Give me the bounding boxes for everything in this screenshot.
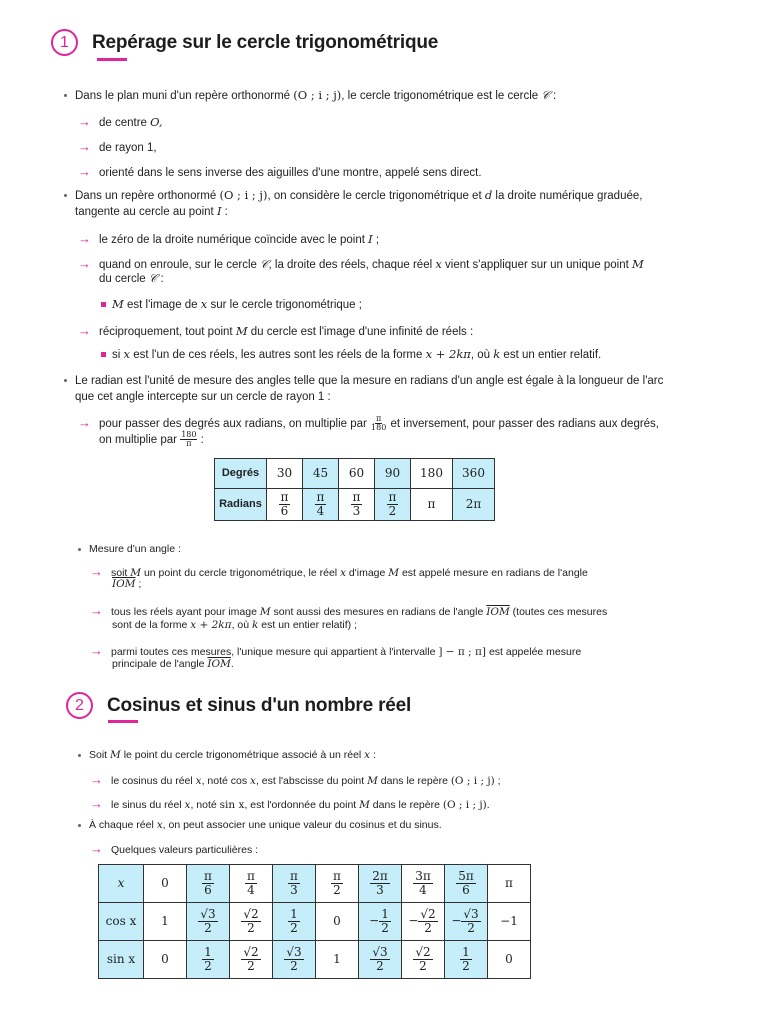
bullet-dot <box>78 824 81 827</box>
section-2-underline <box>108 720 138 723</box>
numerator: √3 <box>372 945 388 960</box>
cos-value-cell <box>488 903 531 941</box>
table-header-x: x <box>99 865 144 903</box>
cell-value: π <box>505 876 513 891</box>
cos-value-cell <box>273 903 316 941</box>
degree-cell: 360 <box>453 459 495 489</box>
radian-cell <box>267 489 303 521</box>
cell-value: 0 <box>505 952 513 967</box>
section-1-number: 1 <box>51 29 78 56</box>
conversion-table <box>214 458 495 521</box>
numerator: √2 <box>420 907 436 922</box>
paragraph-soit-m: Soit M le point du cercle trigonométrique associé à un réel x : <box>78 748 376 762</box>
cell-value: 1 <box>333 952 341 967</box>
arrow-icon: → <box>90 643 103 658</box>
x-value-cell <box>316 865 359 903</box>
sin-value-cell <box>488 941 531 979</box>
fraction <box>279 491 291 517</box>
table-header-degres: Degrés <box>215 459 267 489</box>
sin-value-cell <box>402 941 445 979</box>
radian-cell <box>339 489 375 521</box>
x-value-cell <box>488 865 531 903</box>
x-value-cell <box>187 865 230 903</box>
numerator: √2 <box>243 945 259 960</box>
cos-value-cell <box>230 903 273 941</box>
paragraph-mesure-angle: Mesure d'un angle : <box>78 542 181 556</box>
fraction <box>461 908 480 934</box>
sub-item-forme: si x est l'un de ces réels, les autres sont les réels de la forme x + 2kπ, où k est un entier relatif. <box>101 347 601 364</box>
denominator: 2 <box>333 883 341 897</box>
sin-value-cell <box>316 941 359 979</box>
minus-sign: − <box>451 914 462 928</box>
arrow-icon: → <box>90 796 103 811</box>
denominator: 2 <box>204 921 212 935</box>
paragraph-definition: Dans le plan muni d'un repère orthonormé (O ; i ; j), le cercle trigonométrique est le cercle 𝒞 : <box>64 88 556 105</box>
arrow-icon: → <box>90 841 103 856</box>
arrow-icon: → <box>78 256 91 271</box>
numerator: π <box>247 869 255 884</box>
arrow-icon: → <box>90 564 103 579</box>
list-item-centre: → de centre O, <box>78 114 163 129</box>
minus-sign: − <box>408 914 419 928</box>
table-header-radians: Radians <box>215 489 267 521</box>
denominator: 2 <box>204 959 212 973</box>
sin-value-cell <box>187 941 230 979</box>
radian-cell <box>303 489 339 521</box>
list-item-conversion: → pour passer des degrés aux radians, on multiplie par $\frac{\pi}{180}$ et inversement, pour passer des radians aux degrés, <box>78 414 660 433</box>
sin-value-cell <box>273 941 316 979</box>
x-value-cell <box>230 865 273 903</box>
cell-value: 0 <box>333 914 341 929</box>
fraction <box>379 908 391 934</box>
list-item-tous-reels-line2: sont de la forme x + 2kπ, où k est un entier relatif) ; <box>112 619 358 631</box>
numerator: 1 <box>290 907 298 922</box>
denominator: 6 <box>280 504 289 518</box>
numerator: π <box>316 490 325 505</box>
x-value-cell <box>359 865 402 903</box>
list-item-soit-m-line2: $\overline{IOM}$ ; <box>112 578 142 590</box>
fraction <box>241 946 260 972</box>
denominator: 3 <box>290 883 298 897</box>
fraction <box>202 870 214 896</box>
list-item-mesure-principale: → parmi toutes ces mesures, l'unique mesure qui appartient à l'intervalle ] − π ; π] est appelée mesure <box>90 643 582 658</box>
denominator: 3 <box>376 883 384 897</box>
denominator: 4 <box>419 883 427 897</box>
paragraph-radian: Le radian est l'unité de mesure des angles telle que la mesure en radians d'un angle est égale à la longueur de l'arc <box>64 374 663 390</box>
numerator: 1 <box>462 945 470 960</box>
list-item-rayon: → de rayon 1, <box>78 139 157 154</box>
arrow-icon: → <box>78 231 91 246</box>
cos-value-cell <box>402 903 445 941</box>
cell-value: 2π <box>465 497 482 512</box>
list-item-soit-m: → soit M un point du cercle trigonométrique, le réel x d'image M est appelé mesure en radians de l'angle <box>90 564 588 579</box>
fraction <box>288 908 300 934</box>
numerator: √3 <box>463 907 479 922</box>
denominator: 2 <box>388 504 397 518</box>
x-value-cell <box>445 865 488 903</box>
denominator: 3 <box>352 504 361 518</box>
radian-cell <box>453 489 495 521</box>
angle-iom: $\overline{IOM}$ <box>112 578 136 590</box>
section-1-title: Repérage sur le cercle trigonométrique <box>92 31 439 53</box>
bullet-dot <box>64 94 67 97</box>
denominator: 2 <box>419 959 427 973</box>
section-2-header <box>66 692 411 719</box>
numerator: 2π <box>372 869 388 884</box>
sin-value-cell <box>359 941 402 979</box>
interval: ] − π ; π] <box>438 646 487 658</box>
denominator: 4 <box>316 504 325 518</box>
section-1-underline <box>97 58 127 61</box>
sin-value-cell <box>445 941 488 979</box>
denominator: 6 <box>462 883 470 897</box>
cos-value-cell <box>144 903 187 941</box>
list-item-oriente: → orienté dans le sens inverse des aiguilles d'une montre, appelé sens direct. <box>78 164 482 179</box>
square-bullet-icon <box>101 352 106 357</box>
cos-value-cell <box>445 903 488 941</box>
fraction-180-pi: $\frac{180}{\pi}$ <box>181 430 197 449</box>
x-value-cell <box>144 865 187 903</box>
numerator: 3π <box>415 869 431 884</box>
section-2-number: 2 <box>66 692 93 719</box>
numerator: π <box>333 869 341 884</box>
section-2-title: Cosinus et sinus d'un nombre réel <box>107 694 412 716</box>
degree-cell: 180 <box>411 459 453 489</box>
bullet-dot <box>64 194 67 197</box>
cell-value: 0 <box>161 876 169 891</box>
numerator: √2 <box>415 945 431 960</box>
denominator: 2 <box>290 959 298 973</box>
list-item-cosinus: → le cosinus du réel x, noté cos x, est l'abscisse du point M dans le repère (O ; i ; j) ; <box>90 772 501 787</box>
bullet-dot <box>64 379 67 382</box>
repere-notation: (O ; i ; j) <box>293 88 342 102</box>
fraction <box>284 946 303 972</box>
numerator: π <box>280 490 289 505</box>
square-bullet-icon <box>101 302 106 307</box>
degree-cell: 60 <box>339 459 375 489</box>
fraction <box>241 908 260 934</box>
arrow-icon: → <box>90 772 103 787</box>
arrow-icon: → <box>78 139 91 154</box>
numerator: √3 <box>200 907 216 922</box>
cell-value: 0 <box>161 952 169 967</box>
cell-value: −1 <box>500 914 518 929</box>
fraction <box>413 870 433 896</box>
degree-cell: 45 <box>303 459 339 489</box>
arrow-icon: → <box>78 415 91 430</box>
paragraph-chaque-reel: À chaque réel x, on peut associer une unique valeur du cosinus et du sinus. <box>78 818 442 832</box>
fraction-pi-180: $\frac{\pi}{180}$ <box>371 414 387 433</box>
radian-cell <box>411 489 453 521</box>
cell-value: 1 <box>161 914 169 929</box>
cos-value-cell <box>316 903 359 941</box>
numerator: √3 <box>286 945 302 960</box>
fraction <box>198 908 217 934</box>
fraction <box>202 946 214 972</box>
fraction <box>413 946 432 972</box>
fraction <box>370 870 390 896</box>
numerator: √2 <box>243 907 259 922</box>
trig-values-table <box>98 864 531 979</box>
list-item-zero: → le zéro de la droite numérique coïncide avec le point I ; <box>78 231 380 246</box>
paragraph-droite-line2: tangente au cercle au point I : <box>75 204 228 218</box>
numerator: 1 <box>204 945 212 960</box>
minus-sign: − <box>369 914 380 928</box>
list-item-conversion-line2: on multiplie par $\frac{180}{\pi}$ : <box>99 430 204 449</box>
x-value-cell <box>402 865 445 903</box>
sin-value-cell <box>230 941 273 979</box>
list-item-enroule-line2: du cercle 𝒞 : <box>99 271 164 285</box>
list-item-enroule: → quand on enroule, sur le cercle 𝒞, la droite des réels, chaque réel x vient s'appliquer sur un unique point M <box>78 256 644 271</box>
numerator: 1 <box>381 907 389 922</box>
table-header-sin: sin x <box>99 941 144 979</box>
list-item-tous-reels: → tous les réels ayant pour image M sont aussi des mesures en radians de l'angle $\overline{IOM}$ (toutes ces mesures <box>90 603 608 618</box>
denominator: 2 <box>381 921 389 935</box>
arrow-icon: → <box>78 114 91 129</box>
sub-item-image: M est l'image de x sur le cercle trigonométrique ; <box>101 297 362 314</box>
denominator: 2 <box>247 921 255 935</box>
arrow-icon: → <box>78 164 91 179</box>
list-item-sinus: → le sinus du réel x, noté sin x, est l'ordonnée du point M dans le repère (O ; i ; j). <box>90 796 490 811</box>
fraction <box>351 491 363 517</box>
list-item-valeurs: → Quelques valeurs particulières : <box>90 841 259 856</box>
denominator: 6 <box>204 883 212 897</box>
x-value-cell <box>273 865 316 903</box>
arrow-icon: → <box>78 323 91 338</box>
fraction <box>460 946 472 972</box>
table-header-cos: cos x <box>99 903 144 941</box>
cos-value-cell <box>359 903 402 941</box>
numerator: π <box>290 869 298 884</box>
denominator: 2 <box>424 921 432 935</box>
list-item-mesure-principale-line2: principale de l'angle $\overline{IOM}$. <box>112 658 234 670</box>
cell-value: π <box>427 497 436 512</box>
fraction <box>245 870 257 896</box>
denominator: 2 <box>376 959 384 973</box>
fraction <box>370 946 389 972</box>
denominator: 2 <box>462 959 470 973</box>
denominator: 2 <box>290 921 298 935</box>
arrow-icon: → <box>90 603 103 618</box>
fraction <box>315 491 327 517</box>
paragraph-radian-line2: que cet angle intercepte sur un cercle de rayon 1 : <box>75 391 331 403</box>
fraction <box>331 870 343 896</box>
numerator: π <box>388 490 397 505</box>
fraction <box>387 491 399 517</box>
fraction <box>456 870 476 896</box>
denominator: 4 <box>247 883 255 897</box>
denominator: 2 <box>247 959 255 973</box>
cos-value-cell <box>187 903 230 941</box>
section-1-header <box>51 29 438 56</box>
bullet-dot <box>78 548 81 551</box>
bullet-dot <box>78 754 81 757</box>
numerator: π <box>204 869 212 884</box>
denominator: 2 <box>467 921 475 935</box>
numerator: 5π <box>458 869 474 884</box>
fraction <box>418 908 437 934</box>
fraction <box>288 870 300 896</box>
sin-value-cell <box>144 941 187 979</box>
radian-cell <box>375 489 411 521</box>
paragraph-droite: Dans un repère orthonormé (O ; i ; j), on considère le cercle trigonométrique et d la droite numérique graduée, <box>64 188 642 205</box>
degree-cell: 30 <box>267 459 303 489</box>
degree-cell: 90 <box>375 459 411 489</box>
list-item-reciproquement: → réciproquement, tout point M du cercle est l'image d'une infinité de réels : <box>78 323 474 338</box>
numerator: π <box>352 490 361 505</box>
